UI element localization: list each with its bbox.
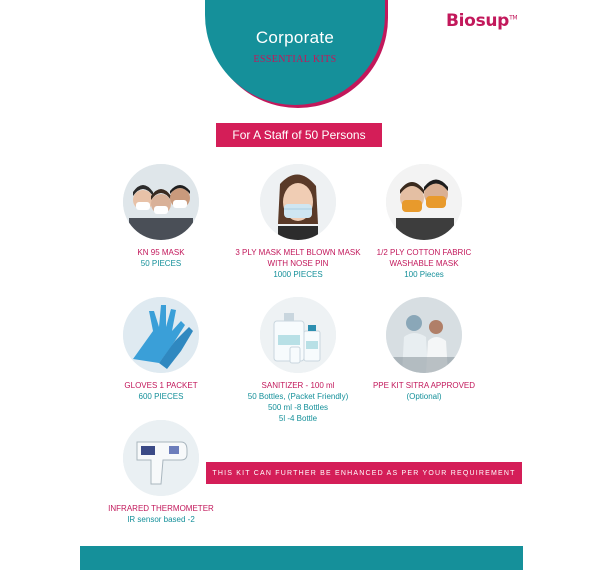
gloves-photo [123,297,199,373]
thermometer-photo [123,420,199,496]
item-quantity: 1000 PIECES [273,270,323,279]
trademark-mark: TM [509,14,518,22]
staff-banner: For A Staff of 50 Persons [216,123,382,147]
item-name: PPE KIT SITRA APPROVED [372,381,476,390]
item-name: KN 95 MASK [137,248,185,257]
item-quantity: 600 PIECES [138,392,184,401]
ppe-kit-photo [386,297,462,373]
logo-text: Biosup [446,11,510,31]
kit-item-cotton-mask [339,164,509,280]
item-quantity: 50 PIECES [140,259,182,268]
item-name: 1/2 PLY COTTON FABRIC [376,248,472,257]
header-banner [205,0,385,105]
item-quantity-3: 5l -4 Bottle [278,414,318,423]
cotton-mask-photo [386,164,462,240]
item-quantity: 100 Pieces [404,270,444,279]
sanitizer-photo [260,297,336,373]
item-name-continued: WASHABLE MASK [389,259,459,268]
footer-bar [80,546,523,570]
page-subtitle: ESSENTIAL KITS [253,54,337,65]
3ply-mask-photo [260,164,336,240]
item-quantity: (Optional) [406,392,442,401]
item-name: INFRARED THERMOMETER [108,504,214,513]
item-quantity: IR sensor based -2 [127,515,195,524]
enhance-banner: THIS KIT CAN FURTHER BE ENHANCED AS PER YOUR REQUIREMENT [206,462,522,484]
item-name-continued: WITH NOSE PIN [267,259,329,268]
kn95-mask-photo [123,164,199,240]
item-quantity: 50 Bottles, (Packet Friendly) [247,392,349,401]
item-name: GLOVES 1 PACKET [124,381,198,390]
item-name: SANITIZER - 100 ml [261,381,335,390]
item-name: 3 PLY MASK MELT BLOWN MASK [235,248,361,257]
brand-logo [446,11,517,31]
page-title: Corporate [255,28,335,47]
item-quantity-2: 500 ml -8 Bottles [267,403,329,412]
kit-item-ppe [339,297,509,402]
